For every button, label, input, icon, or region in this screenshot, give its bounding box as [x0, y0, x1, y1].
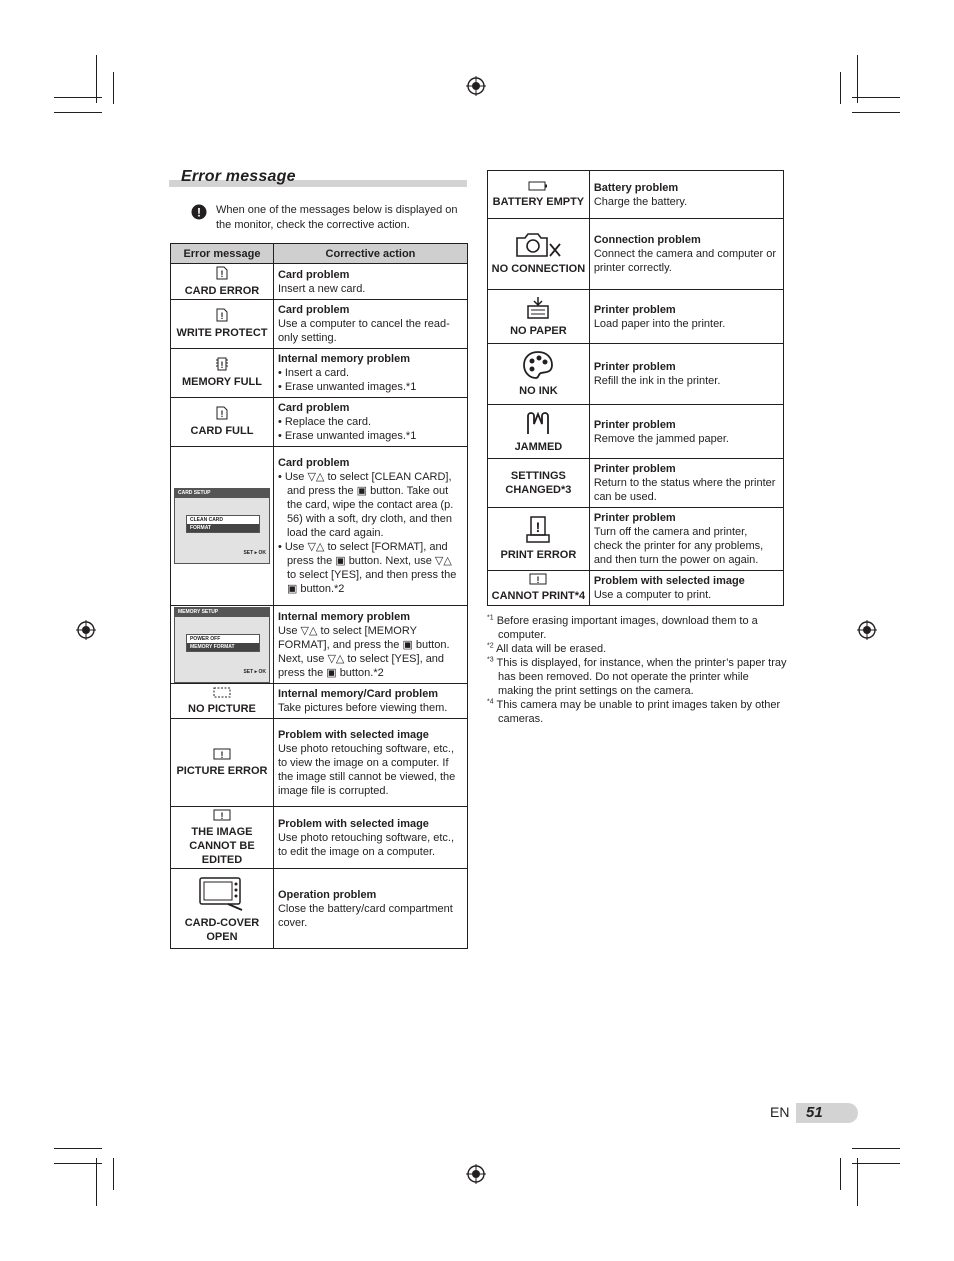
table-row: [171, 349, 468, 398]
error-symbol-cell: [171, 606, 274, 684]
crop-mark: [857, 1158, 858, 1206]
crop-mark: [852, 112, 900, 113]
no-ink-icon: [522, 350, 554, 380]
crop-mark: [54, 112, 102, 113]
error-symbol-cell: [488, 508, 590, 571]
error-label: CARD FULL: [190, 425, 254, 437]
memory-setup-screen: [174, 607, 270, 683]
image-cannot-edit-icon: [213, 809, 231, 821]
table-row: [488, 344, 784, 405]
svg-text:!: !: [220, 810, 224, 821]
svg-text:!: !: [536, 575, 540, 585]
crop-mark: [857, 55, 858, 103]
crop-mark: [113, 72, 114, 104]
action-cell: [589, 290, 783, 344]
problem-title: Card problem: [277, 268, 350, 281]
footnote: [487, 642, 787, 656]
action-text: Use photo retouching software, etc., to view the image on a computer. If the image still cannot be viewed, the image file is corrupted.: [277, 742, 456, 797]
table-row: [488, 219, 784, 290]
error-label: NO CONNECTION: [491, 263, 586, 275]
action-text: Use ▽△ to select [MEMORY FORMAT], and press the ▣ button. Next, use ▽△ to select [YES], and press the ▣ button.*2: [277, 624, 450, 679]
error-table-right: [487, 170, 784, 606]
error-symbol-cell: [171, 447, 274, 606]
cannot-print-icon: [529, 573, 547, 585]
error-symbol-cell: [488, 290, 590, 344]
memory-full-icon: [215, 357, 229, 371]
action-cell: [273, 684, 467, 719]
error-symbol-cell: [171, 398, 274, 447]
action-bullet: • Erase unwanted images.*1: [277, 381, 417, 393]
language-label: EN: [770, 1104, 790, 1120]
action-cell: [589, 459, 783, 508]
action-cell: [589, 171, 783, 219]
table-row: [488, 459, 784, 508]
screen-menu-item: POWER OFF: [189, 635, 221, 642]
svg-text:!: !: [536, 519, 541, 535]
footnote: [487, 698, 787, 726]
problem-title: Printer problem: [593, 303, 676, 316]
crop-mark: [852, 97, 900, 98]
screen-menu-item: CLEAN CARD: [189, 517, 224, 523]
footnote-text: All data will be erased.: [496, 643, 607, 655]
table-row: [171, 684, 468, 719]
error-symbol-cell: [488, 571, 590, 606]
no-connection-icon: [514, 232, 562, 258]
problem-title: Internal memory problem: [277, 610, 410, 623]
action-text: Close the battery/card compartment cover.: [277, 902, 453, 929]
write-protect-icon: [216, 308, 228, 322]
action-cell: [273, 869, 467, 949]
error-symbol-cell: [171, 684, 274, 719]
action-text: Load paper into the printer.: [593, 317, 726, 330]
no-paper-icon: [525, 296, 551, 320]
table-row: [488, 508, 784, 571]
problem-title: Problem with selected image: [593, 575, 745, 587]
problem-title: Internal memory/Card problem: [277, 688, 439, 700]
svg-text:!: !: [220, 268, 224, 279]
error-label: JAMMED: [514, 440, 563, 453]
bullet-text: Replace the card.: [284, 416, 372, 428]
picture-error-icon: [213, 748, 231, 760]
footnote-text: Before erasing important images, download them to a computer.: [496, 615, 758, 641]
screen-menu: [186, 515, 260, 533]
svg-text:!: !: [220, 311, 224, 321]
crop-mark: [96, 1158, 97, 1206]
screen-title: MEMORY SETUP: [175, 608, 269, 617]
problem-title: Printer problem: [593, 512, 676, 524]
error-label: MEMORY FULL: [181, 376, 262, 388]
crop-mark: [852, 1148, 900, 1149]
action-text: Use a computer to cancel the read-only setting.: [277, 318, 450, 344]
action-text: Use a computer to print.: [593, 589, 712, 601]
bullet-text: Erase unwanted images.*1: [284, 381, 417, 393]
set-ok-label: SET ▸ OK: [243, 668, 266, 675]
screen-menu-item: MEMORY FORMAT: [187, 643, 259, 651]
error-label: THE IMAGE CANNOT BE EDITED: [189, 825, 255, 866]
registration-mark-icon: [466, 76, 486, 96]
screen-menu: [186, 634, 260, 652]
action-bullet: • Replace the card.: [277, 416, 372, 428]
error-label: BATTERY EMPTY: [492, 195, 585, 208]
action-text: Return to the status where the printer can be used.: [593, 477, 776, 503]
action-cell: [589, 508, 783, 571]
table-row: [171, 807, 468, 869]
action-cell: [589, 219, 783, 290]
problem-title: Internal memory problem: [277, 353, 410, 365]
table-row: [488, 171, 784, 219]
crop-mark: [840, 72, 841, 104]
print-error-icon: [525, 516, 551, 544]
footnote-mark: *3: [487, 656, 494, 664]
error-symbol-cell: [171, 264, 274, 300]
error-symbol-cell: [488, 459, 590, 508]
crop-mark: [96, 55, 97, 103]
action-text: Turn off the camera and printer, check the printer for any problems, and then turn the power on again.: [593, 526, 764, 566]
error-symbol-cell: [171, 807, 274, 869]
problem-title: Problem with selected image: [277, 728, 429, 741]
footnote: [487, 656, 787, 698]
footnote-mark: *4: [487, 698, 494, 706]
note-text: When one of the messages below is displayed on the monitor, check the corrective action.: [216, 204, 458, 231]
footnotes: [487, 614, 787, 726]
error-label: NO PAPER: [510, 324, 567, 337]
screen-menu-item: FORMAT: [187, 524, 259, 532]
error-label: PICTURE ERROR: [176, 764, 268, 777]
error-symbol-cell: [171, 300, 274, 349]
error-symbol-cell: [488, 171, 590, 219]
footnote-text: This camera may be unable to print images taken by other cameras.: [496, 699, 781, 725]
registration-mark-icon: [857, 620, 877, 640]
registration-mark-icon: [76, 620, 96, 640]
problem-title: Battery problem: [593, 181, 679, 194]
error-label: CARD ERROR: [184, 284, 260, 297]
action-cell: [273, 398, 467, 447]
problem-title: Operation problem: [277, 888, 377, 901]
action-cell: [273, 264, 467, 300]
action-text: Connect the camera and computer or printer correctly.: [593, 248, 777, 274]
table-row: [171, 447, 468, 606]
set-ok-label: SET ▸ OK: [243, 550, 266, 556]
table-row: [171, 398, 468, 447]
crop-mark: [113, 1158, 114, 1190]
caution-icon: [191, 204, 207, 220]
page-number: 51: [806, 1104, 823, 1121]
table-row: [171, 300, 468, 349]
error-symbol-cell: [171, 719, 274, 807]
table-row: [171, 264, 468, 300]
action-bullet: • Use ▽△ to select [FORMAT], and press the ▣ button. Next, use ▽△ to select [YES], and then press the ▣ button.*2: [277, 541, 457, 595]
table-row: [171, 719, 468, 807]
action-cell: [273, 807, 467, 869]
bullet-text: Use ▽△ to select [CLEAN CARD], and press the ▣ button. Take out the card, wipe the contact area (p. 56) with a soft, dry cloth, and then load the card again.: [284, 471, 454, 539]
svg-text:!: !: [197, 205, 201, 220]
crop-mark: [852, 1163, 900, 1164]
problem-title: Card problem: [277, 402, 350, 414]
bullet-text: Erase unwanted images.*1: [284, 430, 417, 442]
error-symbol-cell: [171, 869, 274, 949]
crop-mark: [840, 1158, 841, 1190]
problem-title: Printer problem: [593, 361, 676, 373]
screen-title: CARD SETUP: [175, 489, 269, 498]
svg-text:!: !: [220, 749, 224, 760]
problem-title: Connection problem: [593, 234, 701, 246]
crop-mark: [54, 1148, 102, 1149]
action-text: Charge the battery.: [593, 195, 688, 208]
action-bullet: • Use ▽△ to select [CLEAN CARD], and press the ▣ button. Take out the card, wipe the contact area (p. 56) with a soft, dry cloth, and then load the card again.: [277, 471, 454, 539]
action-text: Use photo retouching software, etc., to edit the image on a computer.: [277, 831, 455, 858]
battery-empty-icon: [528, 181, 548, 191]
action-cell: [589, 344, 783, 405]
error-symbol-cell: [488, 219, 590, 290]
crop-mark: [54, 1163, 102, 1164]
footnote-text: This is displayed, for instance, when the printer’s paper tray has been removed. Do not operate the printer while making the print settings on the camera.: [496, 657, 787, 697]
table-row: [488, 571, 784, 606]
action-cell: [273, 300, 467, 349]
table-row: [488, 290, 784, 344]
card-full-icon: [216, 406, 228, 420]
action-cell: [273, 447, 467, 606]
error-label: SETTINGS CHANGED*3: [505, 470, 572, 496]
page-title: Error message: [181, 168, 296, 185]
card-cover-open-icon: [198, 874, 246, 912]
error-symbol-cell: [488, 405, 590, 459]
svg-text:!: !: [220, 409, 224, 419]
action-text: Remove the jammed paper.: [593, 432, 729, 445]
jammed-icon: [524, 410, 552, 436]
bullet-text: Use ▽△ to select [FORMAT], and press the ▣ button. Next, use ▽△ to select [YES], and then press the ▣ button.*2: [284, 541, 457, 595]
problem-title: Problem with selected image: [277, 817, 429, 830]
problem-title: Printer problem: [593, 463, 676, 475]
crop-mark: [54, 97, 102, 98]
action-cell: [273, 606, 467, 684]
card-setup-screen: [174, 488, 270, 564]
problem-title: Printer problem: [593, 418, 676, 431]
footnote-mark: *1: [487, 614, 494, 622]
svg-text:!: !: [220, 360, 224, 370]
action-text: Take pictures before viewing them.: [277, 702, 448, 714]
error-label: PRINT ERROR: [500, 549, 577, 561]
header-corrective-action: Corrective action: [273, 244, 467, 264]
error-symbol-cell: [171, 349, 274, 398]
action-bullet: • Erase unwanted images.*1: [277, 430, 417, 442]
problem-title: Card problem: [277, 457, 350, 469]
header-error-message: Error message: [171, 244, 274, 264]
error-symbol-cell: [488, 344, 590, 405]
error-label: NO INK: [519, 385, 558, 397]
error-label: CARD-COVER OPEN: [184, 916, 260, 943]
error-table-left: [170, 243, 468, 949]
action-cell: [589, 405, 783, 459]
action-text: Refill the ink in the printer.: [593, 375, 721, 387]
table-row: [488, 405, 784, 459]
action-text: Insert a new card.: [277, 282, 366, 295]
action-cell: [273, 719, 467, 807]
footnote: [487, 614, 787, 642]
problem-title: Card problem: [277, 304, 350, 316]
table-row: [171, 869, 468, 949]
card-error-icon: [216, 266, 228, 280]
error-label: NO PICTURE: [188, 702, 256, 715]
action-bullet: • Insert a card.: [277, 367, 350, 379]
action-cell: [273, 349, 467, 398]
registration-mark-icon: [466, 1164, 486, 1184]
action-cell: [589, 571, 783, 606]
footnote-mark: *2: [487, 642, 494, 650]
caution-note: [191, 203, 471, 233]
error-label: CANNOT PRINT*4: [491, 590, 586, 602]
table-row: [171, 606, 468, 684]
error-label: WRITE PROTECT: [176, 327, 268, 339]
bullet-text: Insert a card.: [284, 367, 350, 379]
no-picture-icon: [213, 687, 231, 698]
